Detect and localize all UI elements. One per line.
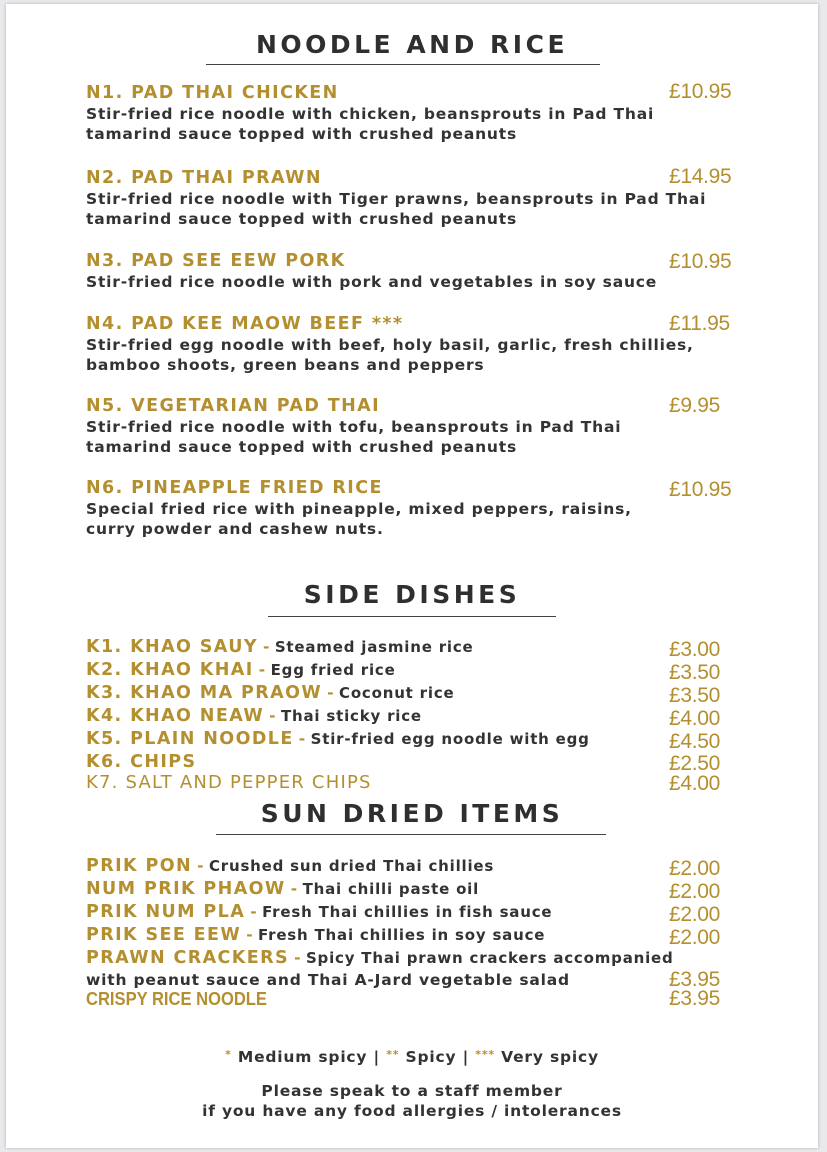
- item-title: N1. PAD THAI CHICKEN: [86, 83, 339, 103]
- item-price: £4.00: [669, 772, 721, 795]
- list-item: PRIK SEE EEW - Fresh Thai chillies in soy sauce: [86, 925, 546, 945]
- item-price: £3.50: [669, 684, 721, 707]
- item-title: K1. KHAO SAUY: [86, 637, 258, 657]
- allergy-notice: if you have any food allergies / intolerances: [202, 1102, 622, 1120]
- item-title: NUM PRIK PHAOW: [86, 879, 286, 899]
- spice-label: Very spicy: [501, 1048, 599, 1066]
- item-title: K5. PLAIN NOODLE: [86, 729, 294, 749]
- list-item: K4. KHAO NEAW - Thai sticky rice: [86, 706, 422, 726]
- list-item: [86, 772, 372, 793]
- spice-legend: [6, 1048, 818, 1066]
- item-description: Special fried rice with pineapple, mixed peppers, raisins,: [86, 500, 632, 518]
- item-description: bamboo shoots, green beans and peppers: [86, 356, 485, 374]
- item-description: Stir-fried rice noodle with chicken, beansprouts in Pad Thai: [86, 105, 655, 123]
- list-item: NUM PRIK PHAOW - Thai chilli paste oil: [86, 879, 480, 899]
- item-description: tamarind sauce topped with crushed peanuts: [86, 125, 518, 143]
- list-item: K2. KHAO KHAI - Egg fried rice: [86, 660, 396, 680]
- item-title: PRIK PON: [86, 856, 193, 876]
- item-price: £9.95: [669, 394, 721, 417]
- item-description: Crushed sun dried Thai chillies: [208, 857, 495, 875]
- item-title: K2. KHAO KHAI: [86, 660, 254, 680]
- item-description: Fresh Thai chillies in soy sauce: [258, 926, 546, 944]
- divider: |: [373, 1048, 380, 1066]
- item-price: £14.95: [669, 165, 732, 188]
- item-title: K4. KHAO NEAW: [86, 706, 265, 726]
- item-title: N4. PAD KEE MAOW BEEF ***: [86, 314, 404, 334]
- item-price: £10.95: [669, 478, 732, 501]
- item-title: K7. SALT AND PEPPER CHIPS: [86, 772, 372, 793]
- spice-label: Spicy: [405, 1048, 457, 1066]
- item-description: Stir-fried rice noodle with Tiger prawns, beansprouts in Pad Thai: [86, 190, 707, 208]
- item-title: CRISPY RICE NOODLE: [86, 989, 267, 1009]
- section-title-sun-dried: SUN DRIED ITEMS: [260, 799, 564, 828]
- item-title: PRIK NUM PLA: [86, 902, 246, 922]
- item-description: tamarind sauce topped with crushed peanuts: [86, 438, 518, 456]
- item-title: N5. VEGETARIAN PAD THAI: [86, 396, 380, 416]
- section-title-side-dishes: SIDE DISHES: [303, 580, 521, 609]
- item-price: £2.00: [669, 926, 721, 949]
- allergy-notice: Please speak to a staff member: [261, 1082, 563, 1100]
- list-item: PRIK NUM PLA - Fresh Thai chillies in fish sauce: [86, 902, 553, 922]
- list-item: PRAWN CRACKERS - Spicy Thai prawn crackers accompanied: [86, 948, 674, 968]
- item-description: tamarind sauce topped with crushed peanuts: [86, 210, 518, 228]
- item-price: £3.95: [669, 987, 721, 1010]
- spice-star: *: [225, 1048, 232, 1061]
- item-price: £4.50: [669, 730, 721, 753]
- item-title: K6. CHIPS: [86, 752, 197, 772]
- spice-star: ***: [475, 1048, 495, 1061]
- item-price: £3.50: [669, 661, 721, 684]
- section-divider: [268, 616, 556, 617]
- item-price: £10.95: [669, 80, 732, 103]
- item-price: £2.50: [669, 752, 721, 775]
- item-description: curry powder and cashew nuts.: [86, 520, 384, 538]
- section-divider: [216, 834, 606, 835]
- list-item: K3. KHAO MA PRAOW - Coconut rice: [86, 683, 455, 703]
- divider: |: [462, 1048, 470, 1066]
- list-item: PRIK PON - Crushed sun dried Thai chillies: [86, 856, 495, 876]
- item-title: K3. KHAO MA PRAOW: [86, 683, 323, 703]
- list-item: K5. PLAIN NOODLE - Stir-fried egg noodle with egg: [86, 729, 590, 749]
- item-description: Stir-fried egg noodle with egg: [310, 730, 590, 748]
- section-divider: [206, 64, 600, 65]
- item-description: Stir-fried egg noodle with beef, holy basil, garlic, fresh chillies,: [86, 336, 694, 354]
- item-description: Egg fried rice: [270, 661, 396, 679]
- item-price: £4.00: [669, 707, 721, 730]
- item-price: £2.00: [669, 857, 721, 880]
- item-price: £11.95: [669, 312, 730, 335]
- item-description: Stir-fried rice noodle with tofu, beansprouts in Pad Thai: [86, 418, 622, 436]
- item-title: N2. PAD THAI PRAWN: [86, 168, 322, 188]
- item-price: £3.95: [669, 968, 721, 991]
- item-price: £2.00: [669, 880, 721, 903]
- item-description: Thai chilli paste oil: [302, 880, 480, 898]
- item-title: N6. PINEAPPLE FRIED RICE: [86, 478, 383, 498]
- spice-label: Medium spicy: [237, 1048, 368, 1066]
- item-title: N3. PAD SEE EEW PORK: [86, 251, 346, 271]
- menu-page: [6, 4, 818, 1148]
- item-title: PRAWN CRACKERS: [86, 948, 289, 968]
- item-title: PRIK SEE EEW: [86, 925, 242, 945]
- item-description: Thai sticky rice: [281, 707, 422, 725]
- item-price: £10.95: [669, 250, 732, 273]
- list-item: K1. KHAO SAUY - Steamed jasmine rice: [86, 637, 474, 657]
- spice-star: **: [386, 1048, 400, 1061]
- section-title-noodle: NOODLE AND RICE: [255, 30, 569, 59]
- item-price: £3.00: [669, 638, 721, 661]
- item-description: Coconut rice: [339, 684, 455, 702]
- item-price: £2.00: [669, 903, 721, 926]
- item-description: Stir-fried rice noodle with pork and vegetables in soy sauce: [86, 273, 658, 291]
- item-description: Fresh Thai chillies in fish sauce: [262, 903, 553, 921]
- item-description: Steamed jasmine rice: [274, 638, 474, 656]
- item-description: with peanut sauce and Thai A-Jard vegetable salad: [86, 971, 570, 989]
- item-description: Spicy Thai prawn crackers accompanied: [305, 949, 674, 967]
- list-item: [86, 752, 197, 772]
